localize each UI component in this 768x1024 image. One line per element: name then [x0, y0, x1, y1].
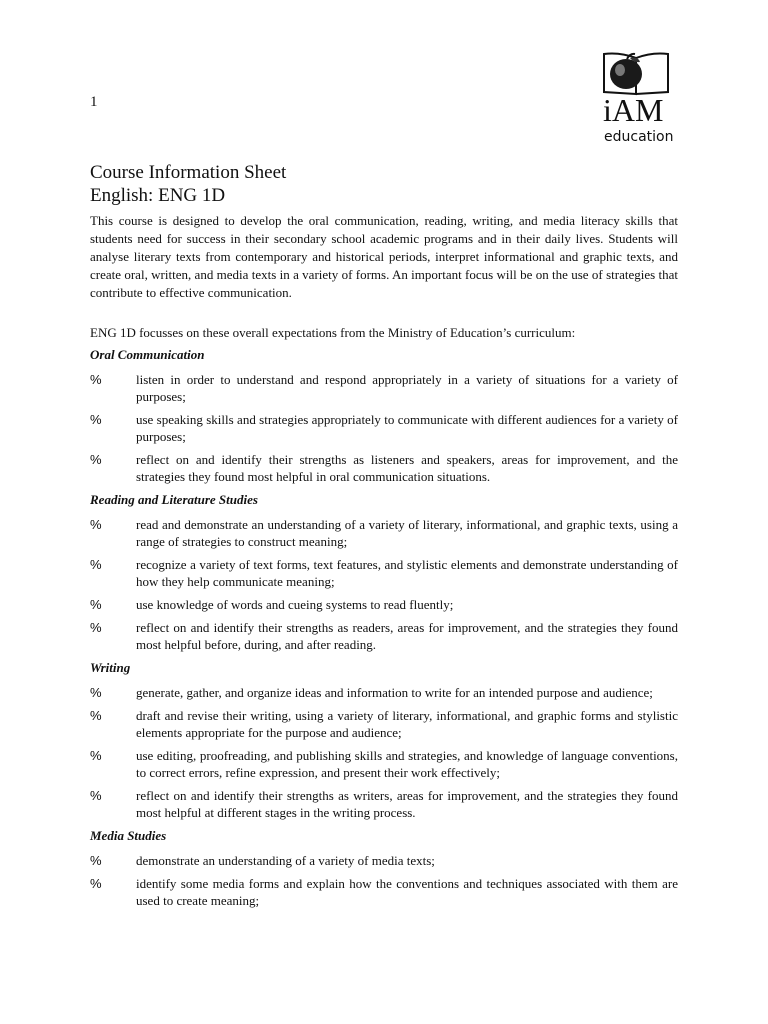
- list-item: [90, 556, 678, 590]
- list-item-text: listen in order to understand and respond appropriately in a variety of situations for a variety of purposes;: [136, 372, 678, 404]
- list-item-text: use editing, proofreading, and publishing skills and strategies, and knowledge of language conventions, to correct errors, refine expression, and present their work effectively;: [136, 748, 678, 780]
- title-line-2: English: ENG 1D: [90, 185, 226, 206]
- list-item-text: identify some media forms and explain how the conventions and techniques associated with them are used to create meaning;: [136, 876, 678, 908]
- intro-paragraph: This course is designed to develop the oral communication, reading, writing, and media literacy skills that students need for success in their secondary school academic programs and in their daily lives. Students will analyse literary texts from contemporary and historical periods, interpret informational and graphic texts, and create oral, written, and media texts in a variety of forms. An important focus will be on the use of strategies that contribute to effective communication.: [90, 213, 678, 300]
- bullet-icon: %: [90, 412, 102, 427]
- bullet-icon: %: [90, 372, 102, 387]
- bullet-icon: %: [90, 557, 102, 572]
- list-item: [90, 451, 678, 485]
- list-item: [90, 411, 678, 445]
- list-item-text: use speaking skills and strategies appropriately to communicate with different audiences for a variety of purposes;: [136, 412, 678, 444]
- list-item: [90, 747, 678, 781]
- bullet-icon: %: [90, 452, 102, 467]
- section-heading: Oral Communication: [90, 347, 205, 362]
- bullet-icon: %: [90, 708, 102, 723]
- expectations-lead: ENG 1D focusses on these overall expectations from the Ministry of Education’s curriculum:: [90, 325, 576, 340]
- bullet-icon: %: [90, 620, 102, 635]
- list-item-text: reflect on and identify their strengths as writers, areas for improvement, and the strategies they found most helpful at different stages in the writing process.: [136, 788, 678, 820]
- list-item: [90, 787, 678, 821]
- bullet-icon: %: [90, 517, 102, 532]
- document-title: [90, 161, 286, 207]
- logo-brand-text: iAM: [603, 92, 664, 128]
- list-item-text: draft and revise their writing, using a variety of literary, informational, and graphic forms and stylistic elements appropriate for the purpose and audience;: [136, 708, 678, 740]
- list-item: [90, 596, 678, 613]
- page-number: 1: [90, 94, 98, 110]
- section-media-studies: [90, 827, 678, 909]
- section-heading: Media Studies: [90, 828, 167, 843]
- section-writing: [90, 659, 678, 821]
- list-item: [90, 371, 678, 405]
- bullet-icon: %: [90, 853, 102, 868]
- expectations-content: [90, 346, 678, 915]
- section-heading: Reading and Literature Studies: [90, 492, 258, 507]
- list-item: [90, 875, 678, 909]
- list-item-text: generate, gather, and organize ideas and information to write for an intended purpose and audience;: [136, 685, 653, 700]
- bullet-icon: %: [90, 876, 102, 891]
- list-item-text: demonstrate an understanding of a variety of media texts;: [136, 853, 435, 868]
- bullet-icon: %: [90, 748, 102, 763]
- bullet-icon: %: [90, 788, 102, 803]
- logo-tagline-text: education: [604, 129, 674, 145]
- list-item: [90, 516, 678, 550]
- bullet-icon: %: [90, 597, 102, 612]
- list-item: [90, 684, 678, 701]
- title-line-1: Course Information Sheet: [90, 162, 287, 183]
- list-item: [90, 619, 678, 653]
- section-heading: Writing: [90, 660, 131, 675]
- list-item-text: read and demonstrate an understanding of a variety of literary, informational, and graphic texts, using a range of strategies to construct meaning;: [136, 517, 678, 549]
- list-item-text: reflect on and identify their strengths as readers, areas for improvement, and the strategies they found most helpful before, during, and after reading.: [136, 620, 678, 652]
- list-item: [90, 852, 678, 869]
- bullet-icon: %: [90, 685, 102, 700]
- list-item-text: use knowledge of words and cueing systems to read fluently;: [136, 597, 454, 612]
- list-item-text: recognize a variety of text forms, text features, and stylistic elements and demonstrate understanding of how they help communicate meaning;: [136, 557, 678, 589]
- list-item-text: reflect on and identify their strengths as listeners and speakers, areas for improvement, and the strategies they found most helpful in oral communication situations.: [136, 452, 678, 484]
- list-item: [90, 707, 678, 741]
- section-reading-literature: [90, 491, 678, 653]
- section-oral-communication: [90, 346, 678, 485]
